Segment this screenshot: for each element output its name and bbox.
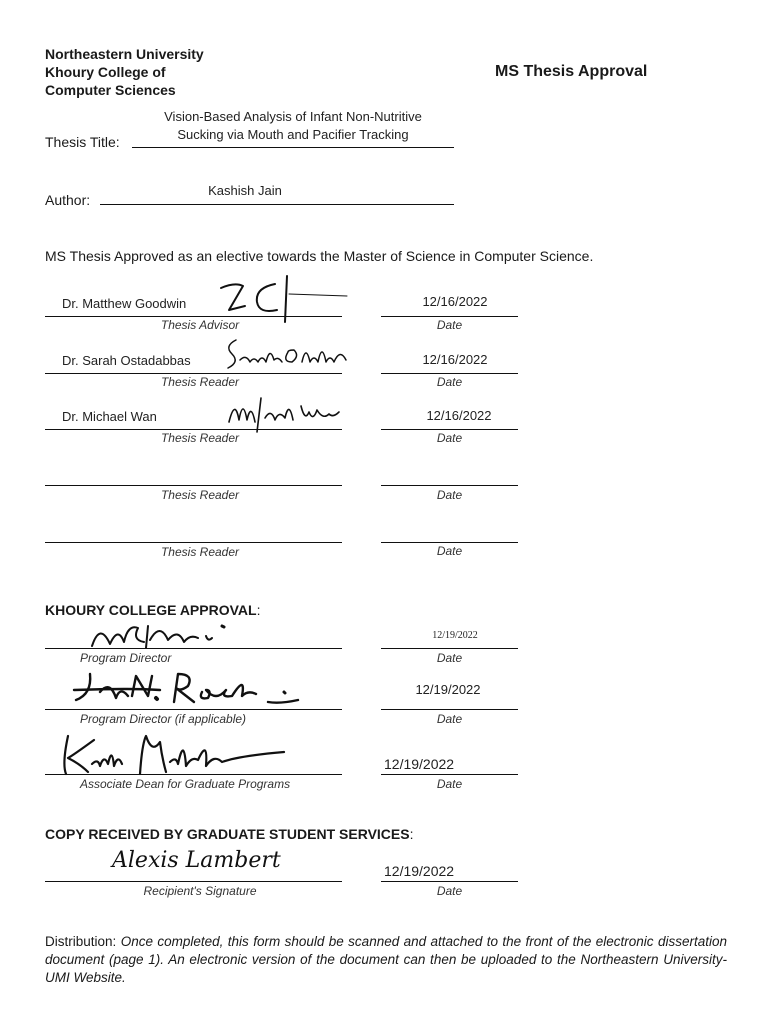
committee-date-2: 12/16/2022	[422, 352, 488, 367]
khoury-date-label-2: Date	[436, 712, 463, 726]
committee-signature-line-5	[45, 542, 342, 543]
author-value: Kashish Jain	[208, 183, 282, 198]
institution-line-3: Computer Sciences	[45, 82, 176, 98]
thesis-title-line-1: Vision-Based Analysis of Infant Non-Nutritive	[164, 109, 422, 124]
khoury-date-line-2	[381, 709, 518, 710]
recipient-signature: Alexis Lambert	[112, 848, 281, 873]
form-title: MS Thesis Approval	[495, 63, 648, 80]
approval-statement: MS Thesis Approved as an elective towards the Master of Science in Computer Science.	[45, 248, 594, 264]
khoury-role-3: Associate Dean for Graduate Programs	[80, 777, 291, 791]
thesis-title-line-2: Sucking via Mouth and Pacifier Tracking	[177, 127, 409, 142]
author-line	[100, 204, 454, 205]
thesis-title-value	[132, 108, 454, 144]
khoury-date-label-1: Date	[436, 651, 463, 665]
khoury-date-line-1	[381, 648, 518, 649]
distribution-note	[45, 933, 727, 987]
khoury-signature-line-3	[45, 774, 342, 775]
signature-associate-dean	[58, 728, 290, 780]
khoury-date-1: 12/19/2022	[432, 630, 478, 641]
khoury-heading-text: KHOURY COLLEGE APPROVAL	[45, 602, 257, 618]
recipient-date: 12/19/2022	[384, 863, 455, 879]
khoury-role-2: Program Director (if applicable)	[80, 712, 247, 726]
recipient-role: Recipient's Signature	[143, 884, 257, 898]
committee-role-1: Thesis Advisor	[160, 318, 240, 332]
committee-signature-line-4	[45, 485, 342, 486]
author-label: Author:	[45, 192, 91, 208]
committee-date-3: 12/16/2022	[426, 408, 492, 423]
institution-line-1: Northeastern University	[45, 46, 204, 62]
committee-date-line-4	[381, 485, 518, 486]
committee-role-4: Thesis Reader	[160, 488, 240, 502]
institution-name	[45, 45, 204, 99]
committee-date-line-1	[381, 316, 518, 317]
committee-date-line-5	[381, 542, 518, 543]
khoury-role-1: Program Director	[80, 651, 172, 665]
committee-date-1: 12/16/2022	[422, 294, 488, 309]
committee-signature-line-3	[45, 429, 342, 430]
copy-heading-text: COPY RECEIVED BY GRADUATE STUDENT SERVICES	[45, 826, 410, 842]
committee-role-2: Thesis Reader	[160, 375, 240, 389]
recipient-signature-line	[45, 881, 342, 882]
khoury-date-line-3	[381, 774, 518, 775]
committee-date-line-3	[381, 429, 518, 430]
distribution-text: Once completed, this form should be scanned and attached to the front of the electronic dissertation document (page 1). An electronic version of the document can then be uploaded to the Northeastern University-UMI Website.	[45, 934, 727, 985]
committee-date-label-4: Date	[436, 488, 463, 502]
committee-signature-line-2	[45, 373, 342, 374]
thesis-title-line	[132, 147, 454, 148]
signature-wan	[225, 392, 343, 434]
committee-name-2: Dr. Sarah Ostadabbas	[62, 353, 191, 368]
committee-role-3: Thesis Reader	[160, 431, 240, 445]
khoury-date-2: 12/19/2022	[415, 682, 481, 697]
committee-date-label-1: Date	[436, 318, 463, 332]
committee-signature-line-1	[45, 316, 342, 317]
signature-ostadabbas	[222, 334, 354, 374]
committee-name-1: Dr. Matthew Goodwin	[62, 296, 187, 311]
khoury-signature-line-1	[45, 648, 342, 649]
copy-heading-colon: :	[409, 826, 414, 842]
committee-date-label-2: Date	[436, 375, 463, 389]
signature-program-director-2	[70, 668, 302, 710]
recipient-date-line	[381, 881, 518, 882]
khoury-approval-heading	[45, 602, 260, 618]
committee-date-label-3: Date	[436, 431, 463, 445]
khoury-date-label-3: Date	[436, 777, 463, 791]
khoury-heading-colon: :	[256, 602, 261, 618]
committee-date-line-2	[381, 373, 518, 374]
committee-date-label-5: Date	[436, 544, 463, 558]
committee-name-3: Dr. Michael Wan	[62, 409, 157, 424]
khoury-date-3: 12/19/2022	[384, 756, 455, 772]
distribution-label: Distribution:	[45, 934, 117, 949]
recipient-date-label: Date	[436, 884, 463, 898]
copy-received-heading	[45, 826, 413, 842]
institution-line-2: Khoury College of	[45, 64, 166, 80]
khoury-signature-line-2	[45, 709, 342, 710]
committee-role-5: Thesis Reader	[160, 545, 240, 559]
thesis-title-label: Thesis Title:	[45, 134, 120, 150]
